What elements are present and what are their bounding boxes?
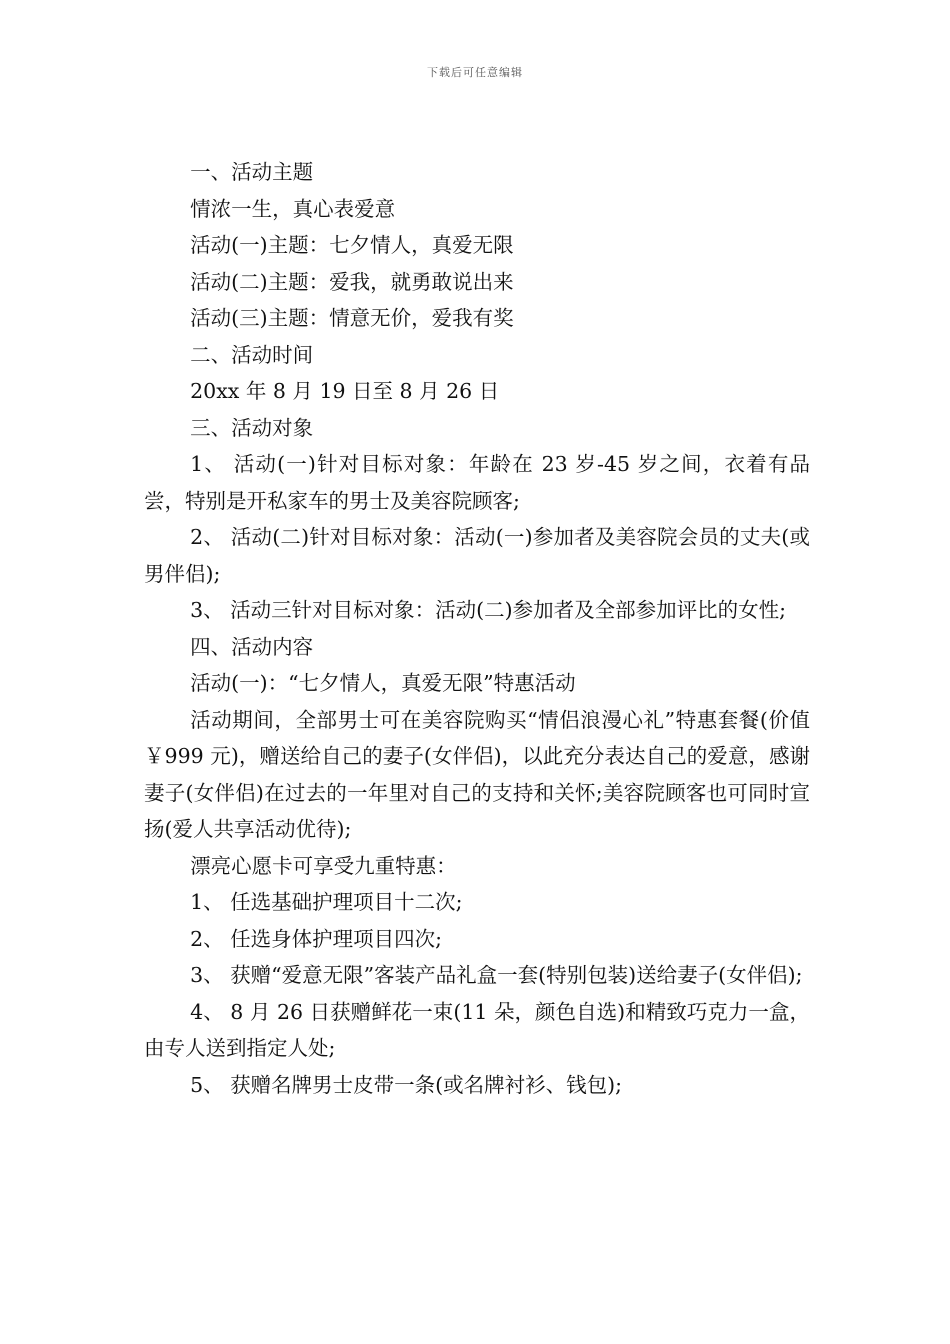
- list-item: 1、 任选基础护理项目十二次;: [190, 890, 463, 914]
- list-item: 1、 活动(一)针对目标对象：年龄在 23 岁-45 岁之间，衣着有品尝，特别是开私家车的男士及美容院顾客;: [144, 452, 810, 513]
- paragraph: 漂亮心愿卡可享受九重特惠：: [190, 853, 457, 878]
- section-heading-time: 二、活动时间: [190, 342, 314, 367]
- list-item: 2、 任选身体护理项目四次;: [190, 926, 443, 951]
- section-heading-content: 四、活动内容: [190, 634, 314, 659]
- paragraph: 20xx 年 8 月 19 日至 8 月 26 日: [190, 379, 500, 403]
- list-item: 2、 活动(二)针对目标对象：活动(一)参加者及美容院会员的丈夫(或男伴侣);: [144, 525, 810, 586]
- paragraph: 情浓一生，真心表爱意: [190, 196, 396, 221]
- document-body: [144, 154, 810, 1103]
- paragraph: 活动(二)主题：爱我，就勇敢说出来: [190, 269, 514, 294]
- list-item: 3、 活动三针对目标对象：活动(二)参加者及全部参加评比的女性;: [190, 598, 787, 622]
- paragraph: 活动(一)：“七夕情人，真爱无限”特惠活动: [190, 671, 576, 695]
- paragraph: 活动(一)主题：七夕情人，真爱无限: [190, 233, 514, 257]
- page-header: 下载后可任意编辑: [427, 66, 523, 79]
- section-heading-theme: 一、活动主题: [190, 160, 314, 184]
- section-heading-audience: 三、活动对象: [190, 415, 314, 440]
- paragraph: 活动(三)主题：情意无价，爱我有奖: [190, 306, 514, 330]
- list-item: 3、 获赠“爱意无限”客装产品礼盒一套(特别包装)送给妻子(女伴侣);: [190, 963, 803, 987]
- paragraph: 活动期间，全部男士可在美容院购买“情侣浪漫心礼”特惠套餐(价值￥999 元)，赠送给自己的妻子(女伴侣)，以此充分表达自己的爱意，感谢妻子(女伴侣)在过去的一年里对自己的支持和关怀;美容院顾客也可同时宣扬(爱人共享活动优待);: [144, 707, 810, 841]
- list-item: 5、 获赠名牌男士皮带一条(或名牌衬衫、钱包);: [190, 1072, 623, 1097]
- list-item: 4、 8 月 26 日获赠鲜花一束(11 朵，颜色自选)和精致巧克力一盒，由专人送到指定人处;: [144, 999, 810, 1060]
